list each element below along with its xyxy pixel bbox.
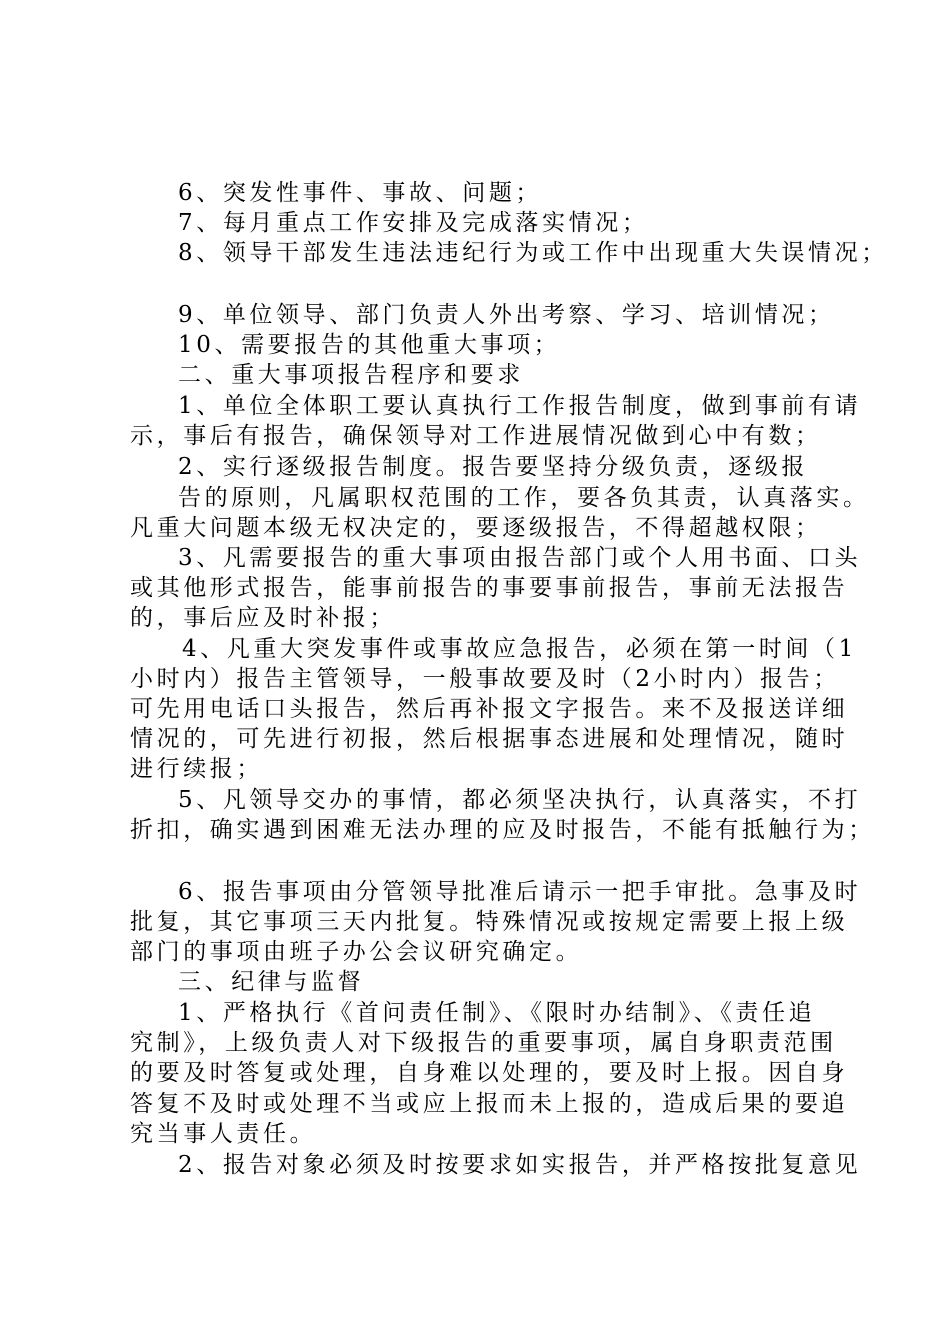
text-line: 5、凡领导交办的事情，都必须坚决执行，认真落实，不打: [178, 787, 862, 813]
text-line: 的，事后应及时补报；: [130, 605, 396, 631]
text-line: 部门的事项由班子办公会议研究确定。: [130, 939, 583, 965]
text-line: 可先用电话口头报告，然后再补报文字报告。来不及报送详细: [130, 696, 849, 722]
text-line: 答复不及时或处理不当或应上报而未上报的，造成后果的要追: [130, 1091, 849, 1117]
text-line: 2、实行逐级报告制度。报告要坚持分级负责，逐级报: [178, 454, 809, 480]
text-line: 究当事人责任。: [130, 1121, 317, 1147]
text-line: 小时内）报告主管领导，一般事故要及时（2小时内）报告；: [130, 666, 840, 692]
text-line: 情况的，可先进行初报，然后根据事态进展和处理情况，随时: [130, 726, 849, 752]
text-line: 折扣，确实遇到困难无法办理的应及时报告，不能有抵触行为；: [130, 817, 875, 843]
text-line: 9、单位领导、部门负责人外出考察、学习、培训情况；: [178, 302, 835, 328]
text-line: 6、突发性事件、事故、问题；: [178, 180, 543, 206]
text-line: 8、领导干部发生违法违纪行为或工作中出现重大失误情况；: [178, 240, 888, 266]
text-line: 凡重大问题本级无权决定的，要逐级报告，不得超越权限；: [130, 515, 822, 541]
text-line: 4、凡重大突发事件或事故应急报告，必须在第一时间（1: [182, 636, 857, 662]
text-line: 示，事后有报告，确保领导对工作进展情况做到心中有数；: [130, 423, 822, 449]
text-line: 7、每月重点工作安排及完成落实情况；: [178, 210, 649, 236]
text-line: 或其他形式报告，能事前报告的事要事前报告，事前无法报告: [130, 575, 849, 601]
text-line: 1、单位全体职工要认真执行工作报告制度，做到事前有请: [178, 393, 862, 419]
section-heading: 三、纪律与监督: [178, 969, 365, 995]
text-line: 3、凡需要报告的重大事项由报告部门或个人用书面、口头: [178, 545, 862, 571]
text-line: 进行续报；: [130, 756, 263, 782]
text-line: 究制》，上级负责人对下级报告的重要事项，属自身职责范围: [130, 1030, 837, 1056]
text-line: 告的原则，凡属职权范围的工作，要各负其责，认真落实。: [178, 485, 870, 511]
text-line: 2、报告对象必须及时按要求如实报告，并严格按批复意见: [178, 1152, 862, 1178]
text-line: 10、需要报告的其他重大事项；: [178, 332, 561, 358]
text-line: 批复，其它事项三天内批复。特殊情况或按规定需要上报上级: [130, 909, 849, 935]
text-line: 的要及时答复或处理，自身难以处理的，要及时上报。因自身: [130, 1060, 849, 1086]
text-line: 6、报告事项由分管领导批准后请示一把手审批。急事及时: [178, 879, 862, 905]
section-heading: 二、重大事项报告程序和要求: [178, 362, 524, 388]
text-line: 1、严格执行《首问责任制》、《限时办结制》、《责任追: [178, 1000, 816, 1026]
